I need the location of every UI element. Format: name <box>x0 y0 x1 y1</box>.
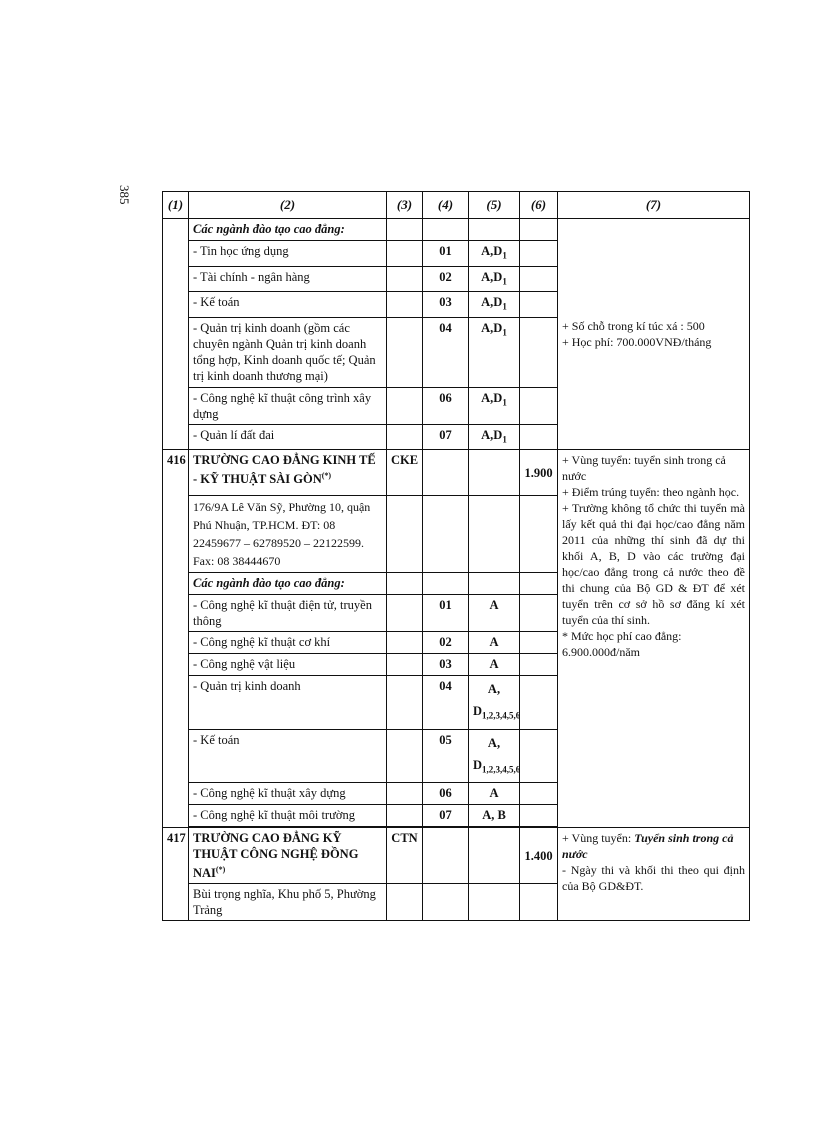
school-code: CKE <box>387 450 423 496</box>
note-line: + Trường không tổ chức thi tuyển mà lấy kết quả thi đại học/cao đẳng năm 2011 của những thí sinh đã dự thi khối A, B, D vào các trường đại học/cao đẳng trong cả nước theo đề thi chung của Bộ GD & ĐT để xét tuyển trên cơ sở hồ sơ đăng kí xét tuyển của thí sinh. <box>562 501 745 627</box>
col-header-4: (4) <box>423 192 469 219</box>
major-code: 04 <box>423 317 469 387</box>
header-row <box>163 192 750 219</box>
exam-block: $A,D_1$ <box>469 387 520 424</box>
note-line: + Điểm trúng tuyển: theo ngành học. <box>562 485 740 499</box>
notes-cell <box>558 219 750 450</box>
major-code: 02 <box>423 632 469 654</box>
note-line: * Mức học phí cao đẳng: 6.900.000đ/năm <box>562 629 682 659</box>
table-row <box>163 219 750 241</box>
major-name: - Công nghệ kĩ thuật điện tử, truyền thông <box>189 595 387 632</box>
exam-block: A <box>469 595 520 632</box>
major-code: 06 <box>423 783 469 805</box>
school-row <box>163 450 750 496</box>
school-name: TRƯỜNG CAO ĐẲNG KỸ THUẬT CÔNG NGHỆ ĐỒNG NAI(*) <box>189 828 387 884</box>
col-header-2: (2) <box>189 192 387 219</box>
major-name: - Tài chính - ngân hàng <box>189 266 387 292</box>
major-name: - Công nghệ kĩ thuật môi trường <box>189 805 387 827</box>
major-code: 01 <box>423 241 469 267</box>
note-line: + Vùng tuyển: tuyển sinh trong cả nước <box>562 453 726 483</box>
school-row <box>163 828 750 884</box>
admissions-table <box>162 191 750 921</box>
school-quota: 1.900 <box>520 450 558 496</box>
school-id: 417 <box>163 828 189 921</box>
exam-block: $A,D_1$ <box>469 241 520 267</box>
major-name: - Quản trị kinh doanh <box>189 676 387 730</box>
note-line: + Vùng tuyển: Tuyển sinh trong cả nước <box>562 831 734 861</box>
major-name: - Kế toán <box>189 292 387 318</box>
exam-block: A <box>469 783 520 805</box>
exam-block: $A,D_1$ <box>469 317 520 387</box>
notes-cell <box>558 450 750 828</box>
school-id: 416 <box>163 450 189 828</box>
major-name: - Quản lí đất đai <box>189 424 387 450</box>
exam-block: A, B <box>469 805 520 827</box>
major-name: - Kế toán <box>189 729 387 783</box>
major-code: 04 <box>423 676 469 730</box>
major-code: 07 <box>423 805 469 827</box>
note-line: + Số chỗ trong kí túc xá : 500 <box>562 319 705 333</box>
notes-cell <box>558 828 750 921</box>
school-name: TRƯỜNG CAO ĐẲNG KINH TẾ - KỸ THUẬT SÀI GÒN(*) <box>189 450 387 496</box>
major-name: - Công nghệ vật liệu <box>189 654 387 676</box>
major-name: - Công nghệ kĩ thuật cơ khí <box>189 632 387 654</box>
exam-block: A, $D_{1,2,3,4,5,6}$ <box>469 676 520 730</box>
exam-block: A <box>469 632 520 654</box>
school-quota: 1.400 <box>520 828 558 884</box>
exam-block: $A,D_1$ <box>469 266 520 292</box>
col-header-5: (5) <box>469 192 520 219</box>
major-name: - Công nghệ kĩ thuật xây dựng <box>189 783 387 805</box>
exam-block: $A,D_1$ <box>469 424 520 450</box>
school-code: CTN <box>387 828 423 884</box>
exam-block: $A,D_1$ <box>469 292 520 318</box>
exam-block: A, $D_{1,2,3,4,5,6}$ <box>469 729 520 783</box>
page-number: 385 <box>117 185 132 205</box>
major-code: 01 <box>423 595 469 632</box>
major-name: - Công nghệ kĩ thuật công trình xây dựng <box>189 387 387 424</box>
major-code: 06 <box>423 387 469 424</box>
major-code: 03 <box>423 654 469 676</box>
section-title: Các ngành đào tạo cao đẳng: <box>189 219 387 241</box>
major-code: 03 <box>423 292 469 318</box>
section-title: Các ngành đào tạo cao đẳng: <box>189 573 387 595</box>
major-code: 07 <box>423 424 469 450</box>
school-address: Bùi trọng nghĩa, Khu phố 5, Phường Trảng <box>189 884 387 921</box>
col-header-7: (7) <box>558 192 750 219</box>
major-code: 02 <box>423 266 469 292</box>
note-line: - Ngày thi và khối thi theo qui định của Bộ GD&ĐT. <box>562 863 745 893</box>
col-header-1: (1) <box>163 192 189 219</box>
major-name: - Quản trị kinh doanh (gồm các chuyên ngành Quản trị kinh doanh tổng hợp, Kinh doanh quốc tế; Quản trị kinh doanh thương mại) <box>189 317 387 387</box>
major-name: - Tin học ứng dụng <box>189 241 387 267</box>
school-address: 176/9A Lê Văn Sỹ, Phường 10, quận Phú Nhuận, TP.HCM. ĐT: 08 22459677 – 62789520 – 22122599. Fax: 08 38444670 <box>189 496 387 573</box>
col-header-6: (6) <box>520 192 558 219</box>
col-header-3: (3) <box>387 192 423 219</box>
major-code: 05 <box>423 729 469 783</box>
exam-block: A <box>469 654 520 676</box>
note-line: + Học phí: 700.000VNĐ/tháng <box>562 335 712 349</box>
empty-cell <box>163 219 189 450</box>
